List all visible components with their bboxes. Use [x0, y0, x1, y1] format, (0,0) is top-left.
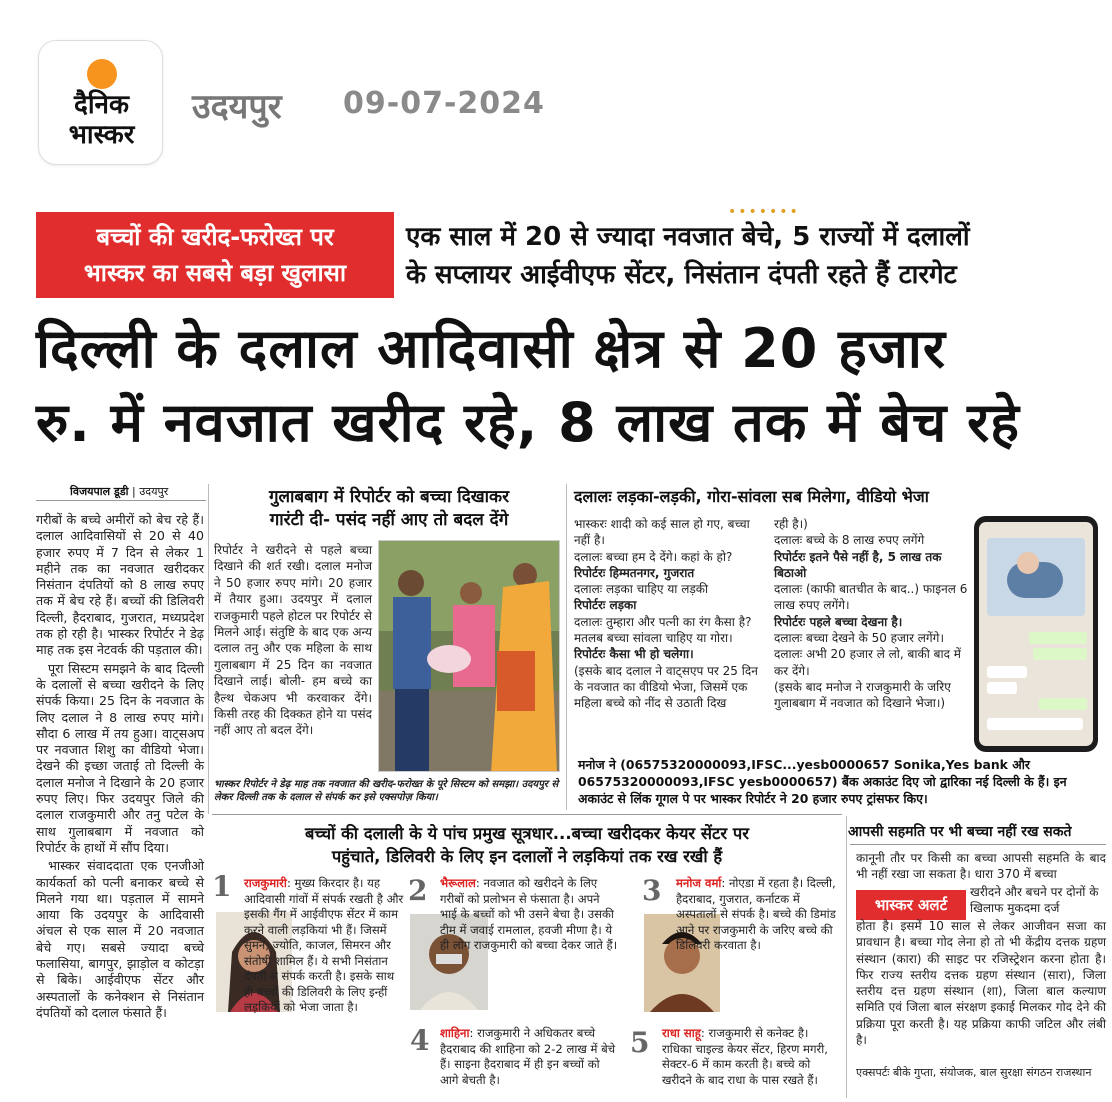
sidebox-intro: कानूनी तौर पर किसी का बच्चा आपसी सहमति के बाद भी नहीं रखा जा सकता है। धारा 370 में बच्चा — [856, 851, 1106, 882]
middle-heading — [214, 486, 564, 532]
brokers-heading-2: पहुंचाते, डिलिवरी के लिए इन दलालों ने लड़कियां तक रख रखी हैं — [331, 847, 723, 866]
chat-bubble — [1033, 648, 1087, 660]
kicker-line1: एक साल में 20 से ज्यादा नवजात बेचे, 5 राज्यों में दलालों — [406, 222, 970, 252]
middle-heading-1: गुलाबबाग में रिपोर्टर को बच्चा दिखाकर — [268, 487, 510, 507]
dialogue-line: दलालः बच्चा देखने के 50 हजार लगेंगे। — [774, 631, 944, 646]
broker-number: 5 — [630, 1026, 650, 1059]
logo-line1: दैनिक — [74, 90, 129, 120]
bhaskar-alert-badge: भास्कर अलर्ट — [856, 890, 966, 920]
dialogue-line: दलालः तुम्हारा और पत्नी का रंग कैसा है? मतलब बच्चा सांवला चाहिए या गोरा। — [574, 614, 752, 646]
broker-desc: : मुख्य किरदार है। यह आदिवासी गांवों में संपर्क रखती है और इसकी गैंग में आईवीएफ सेंटर में काम करने वाली लड़कियां भी हैं। जिसमें सुमन, ज्योति, काजल, सिमरन और संतोषी शामिल हैं। ये सभी निसंतान दंपती से संपर्क करती है। इसके साथ ही बच्चों की डिलिवरी के लिए इन्हीं लड़कियों को भेजा जाता है। — [244, 876, 404, 1014]
dainik-bhaskar-logo — [38, 40, 163, 165]
broker-number: 4 — [410, 1024, 430, 1057]
broker-number: 3 — [642, 874, 662, 907]
kicker — [406, 218, 1106, 294]
phone-screen — [979, 522, 1093, 746]
dialogue-heading: दलालः लड़का-लड़की, गोरा-सांवला सब मिलेगा, वीडियो भेजा — [574, 487, 929, 506]
byline-city: उदयपुर — [139, 485, 169, 498]
divider — [208, 484, 209, 814]
headline-line2: रु. में नवजात खरीद रहे, 8 लाख तक में बेच रहे — [36, 391, 1020, 454]
baby-video-thumbnail — [987, 538, 1085, 616]
exclusive-tag — [36, 212, 394, 298]
chat-bubble — [987, 666, 1027, 678]
dialogue-col1 — [574, 516, 766, 712]
reporter-photo-graphic — [379, 541, 560, 772]
broker-desc: : राजकुमारी ने अधिकतर बच्चे हैदराबाद की शाहिना को 2-2 लाख में बेचे हैं। साइना हैदराबाद में ही इन बच्चों को आगे बेचती है। — [440, 1026, 616, 1087]
reporter-photo — [378, 540, 560, 772]
byline: विजयपाल डूडी | उदयपुर — [70, 485, 169, 498]
broker-name: राधा साहू — [662, 1026, 701, 1040]
dialogue-line: दलालः बच्चे के 8 लाख रुपए लगेंगे — [774, 533, 925, 548]
dialogue-line: दलालः बच्चा हम दे देंगे। कहां के हो? — [574, 549, 733, 564]
dialogue-line: रही है।) — [774, 517, 808, 531]
dialogue-line: रिपोर्टरः इतने पैसे नहीं है, 5 लाख तक बिठाओ — [774, 549, 942, 580]
brokers-heading-1: बच्चों की दलाली के ये पांच प्रमुख सूत्रधार...बच्चा खरीदकर केयर सेंटर पर — [305, 824, 749, 843]
broker-desc: : नोएडा में रहता है। दिल्ली, हैदराबाद, गुजरात, कर्नाटक में अस्पतालों से संपर्क है। बच्चे की डिमांड आने पर राजकुमारी के जरिए बच्चे की डिलिवरी करवाता है। — [676, 876, 836, 952]
sidebox-body: होता है। इसमें 10 साल से लेकर आजीवन सजा का प्रावधान है। बच्चा गोद लेना हो तो भी केंद्रीय दत्तक ग्रहण संस्थान (कारा) की साइट पर रजिस्ट्रेशन करना होता है। फिर राज्य स्तरीय दत्तक ग्रहण संस्थान (सारा), जिला स्तरीय दत्त ग्रहण संस्थान (शा), जिला बाल कल्याण समिति एवं जिला बाल संरक्षण इकाई मिलकर गोद देने की प्रक्रिया पूरा करती है। यह प्रक्रिया काफी जटिल और लंबी है। — [856, 919, 1106, 1048]
broker-name: राजकुमारी — [244, 876, 287, 890]
chat-bubble — [987, 682, 1017, 694]
broker-desc: : राजकुमारी से कनेक्ट है। राधिका चाइल्ड केयर सेंटर, हिरण मगरी, सेक्टर-6 में काम करती है। बच्चे को खरीदने के बाद राधा के पास रखते हैं। — [662, 1026, 828, 1087]
left-p3: भास्कर संवाददाता एक एनजीओ कार्यकर्ता को पत्नी बनाकर बच्चे से मिलने गया था। पड़ताल में सामने आया कि उदयपुर के आदिवासी अंचल से एक साल में 20 नवजात बेचे गए। सबसे ज्यादा बच्चे फलासिया, बागपुर, झाड़ोल व कोटड़ा से बिके। आईवीएफ सेंटर और अस्पतालों के कनेक्शन से निसंतान दंपतियों को दलाल फंसाते हैं। — [36, 858, 204, 1020]
photo-caption: भास्कर रिपोर्टर ने डेढ़ माह तक नवजात की खरीद-फरोख्त के पूरे सिस्टम को समझा। उदयपुर से लेकर दिल्ली तक के दलाल से संपर्क कर इसे एक्सपोज़ किया। — [214, 779, 559, 803]
sidebox-title: आपसी सहमति पर भी बच्चा नहीं रख सकते — [848, 824, 1072, 840]
divider — [36, 500, 206, 501]
dialogue-line: भास्करः शादी को कई साल हो गए, बच्चा नहीं है। — [574, 517, 750, 548]
dialogue-line: दलालः अभी 20 हजार ले लो, बाकी बाद में कर देंगे। — [774, 647, 961, 678]
dialogue-line: (इसके बाद दलाल ने वाट्सएप पर 25 दिन के नवजात का वीडियो भेजा, जिसमें एक महिला बच्चे को नींद से उठाती दिख — [574, 663, 758, 711]
dialogue-line: रिपोर्टरः कैसा भी हो चलेगा। — [574, 647, 694, 662]
app-header — [0, 0, 1112, 175]
dialogue-line: (इसके बाद मनोज ने राजकुमारी के जरिए गुलाबबाग में नवजात को दिखाने भेजा।) — [774, 679, 951, 711]
logo-line2: भास्कर — [68, 120, 135, 150]
broker-text-5 — [662, 1026, 840, 1088]
broker-name: भैरूलाल — [440, 876, 476, 890]
sidebox-beside: खरीदने और बचने पर दोनों के खिलाफ मुकदमा दर्ज — [970, 885, 1099, 916]
brokers-heading — [212, 822, 842, 868]
middle-heading-2: गारंटी दी- पसंद नहीं आए तो बदल देंगे — [269, 510, 509, 530]
divider — [566, 484, 567, 810]
chat-bubble — [987, 718, 1083, 730]
broker-number: 1 — [212, 870, 232, 903]
kicker-line2: के सप्लायर आईवीएफ सेंटर, निसंतान दंपती रहते हैं टारगेट — [406, 260, 957, 290]
edition-date: 09-07-2024 — [343, 86, 545, 121]
chat-bubble — [1039, 698, 1087, 710]
dialogue-line: दलालः (काफी बातचीत के बाद..) फाइनल 6 लाख रुपए लगेंगे। — [774, 582, 968, 613]
dialogue-line: रिपोर्टरः लड़का — [574, 598, 637, 613]
whatsapp-phone-screenshot — [974, 516, 1098, 752]
divider — [850, 844, 1106, 845]
broker-desc: : नवजात को खरीदने के लिए गरीबों को प्रलोभन से फंसाता है। अपने भाई के बच्चों को भी उसने बेचा है। उसकी टीम में जवाई रामलाल, हवजी मीणा है। ये ही लोग राजकुमारी को बच्चा देकर जाते हैं। — [440, 876, 618, 952]
chat-bubble — [1029, 632, 1087, 644]
dialogue-line: रिपोर्टरः हिम्मतनगर, गुजरात — [574, 565, 695, 580]
sidebox-expert: एक्सपर्टः बीके गुप्ता, संयोजक, बाल सुरक्षा संगठन राजस्थान — [856, 1066, 1092, 1079]
byline-name: विजयपाल डूडी — [70, 485, 129, 498]
broker-number: 2 — [408, 874, 428, 907]
broker-text-4 — [440, 1026, 620, 1088]
broker-name: मनोज वर्मा — [676, 876, 722, 890]
middle-body — [214, 542, 372, 741]
broker-text-1 — [244, 876, 404, 1016]
tag-line1: बच्चों की खरीद-फरोख्त पर — [96, 223, 334, 251]
left-column — [36, 512, 204, 1023]
middle-body-text: रिपोर्टर ने खरीदने से पहले बच्चा दिखाने की शर्त रखी। दलाल मनोज ने 50 हजार रुपए मांगे। 20 हजार में तैयार हुआ। उदयपुर में दलाल राजकुमारी पहले होटल पर रिपोर्टर से मिलने आई। संतुष्टि के बाद एक अन्य दलाल तनु और एक महिला के साथ गुलाबबाग में 25 दिन का नवजात दिखाने लाई। बोली- हम बच्चे का हैल्थ चेकअप भी करवाकर देंगे। किसी तरह की दिक्कत होने या पसंद नहीं आए तो बदल देंगे। — [214, 543, 372, 738]
headline-line1: दिल्ली के दलाल आदिवासी क्षेत्र से 20 हजार — [36, 317, 946, 380]
broker-name: शाहिना — [440, 1026, 470, 1040]
broker-text-3 — [676, 876, 838, 954]
divider — [846, 816, 847, 1098]
dialogue-col2 — [774, 516, 968, 712]
left-p1: गरीबों के बच्चे अमीरों को बेच रहे हैं। दलाल आदिवासियों से 20 से 40 हजार रुपए में 7 दिन से लेकर 1 महीने तक का नवजात खरीदकर निसंतान दंपतियों को 8 लाख रुपए तक में बेच रहे हैं। बच्चों की डिलिवरी दिल्ली, हैदराबाद, गुजरात, मध्यप्रदेश तक हो रही है। भास्कर रिपोर्टर ने डेढ़ माह तक इस नेटवर्क की पड़ताल की। — [36, 512, 204, 658]
sun-icon — [87, 59, 117, 89]
divider — [212, 814, 842, 815]
main-headline — [36, 312, 1106, 460]
tag-line2: भास्कर का सबसे बड़ा खुलासा — [83, 259, 347, 287]
decorative-dots: ••••••• — [728, 204, 800, 220]
edition-city: उदयपुर — [192, 87, 282, 127]
bank-details: मनोज ने (06575320000093,IFSC...yesb0000657 Sonika,Yes bank और 06575320000093,IFSC yesb0000657) बैंक अकाउंट दिए जो द्वारिका नई दिल्ली के हैं। इन अकाउंट से लिंक गूगल पे पर भास्कर रिपोर्टर ने 20 हजार रुपए ट्रांसफर किए। — [578, 757, 1067, 806]
dialogue-line: दलालः लड़का चाहिए या लड़की — [574, 582, 709, 597]
dialogue-line: रिपोर्टरः पहले बच्चा देखना है। — [774, 614, 903, 629]
broker-text-2 — [440, 876, 618, 954]
left-p2: पूरा सिस्टम समझने के बाद दिल्ली के दलालों से बच्चा खरीदने के लिए संपर्क किया। 25 दिन के नवजात के लिए दलाल ने 8 लाख रुपए मांगे। सौदा 6 लाख में तय हुआ। वाट्सअप पर नवजात शिशु का वीडियो भेजा। देखने की इच्छा जताई तो दिल्ली के दलाल मनोज ने दिखाने के 20 हजार रुपए लिए। फिर उदयपुर जिले की दलाल राजकुमारी और तनु पटेल के साथ गुलाबबाग में नवजात को रिपोर्टर के हाथों में सौंप दिया। — [36, 660, 204, 855]
